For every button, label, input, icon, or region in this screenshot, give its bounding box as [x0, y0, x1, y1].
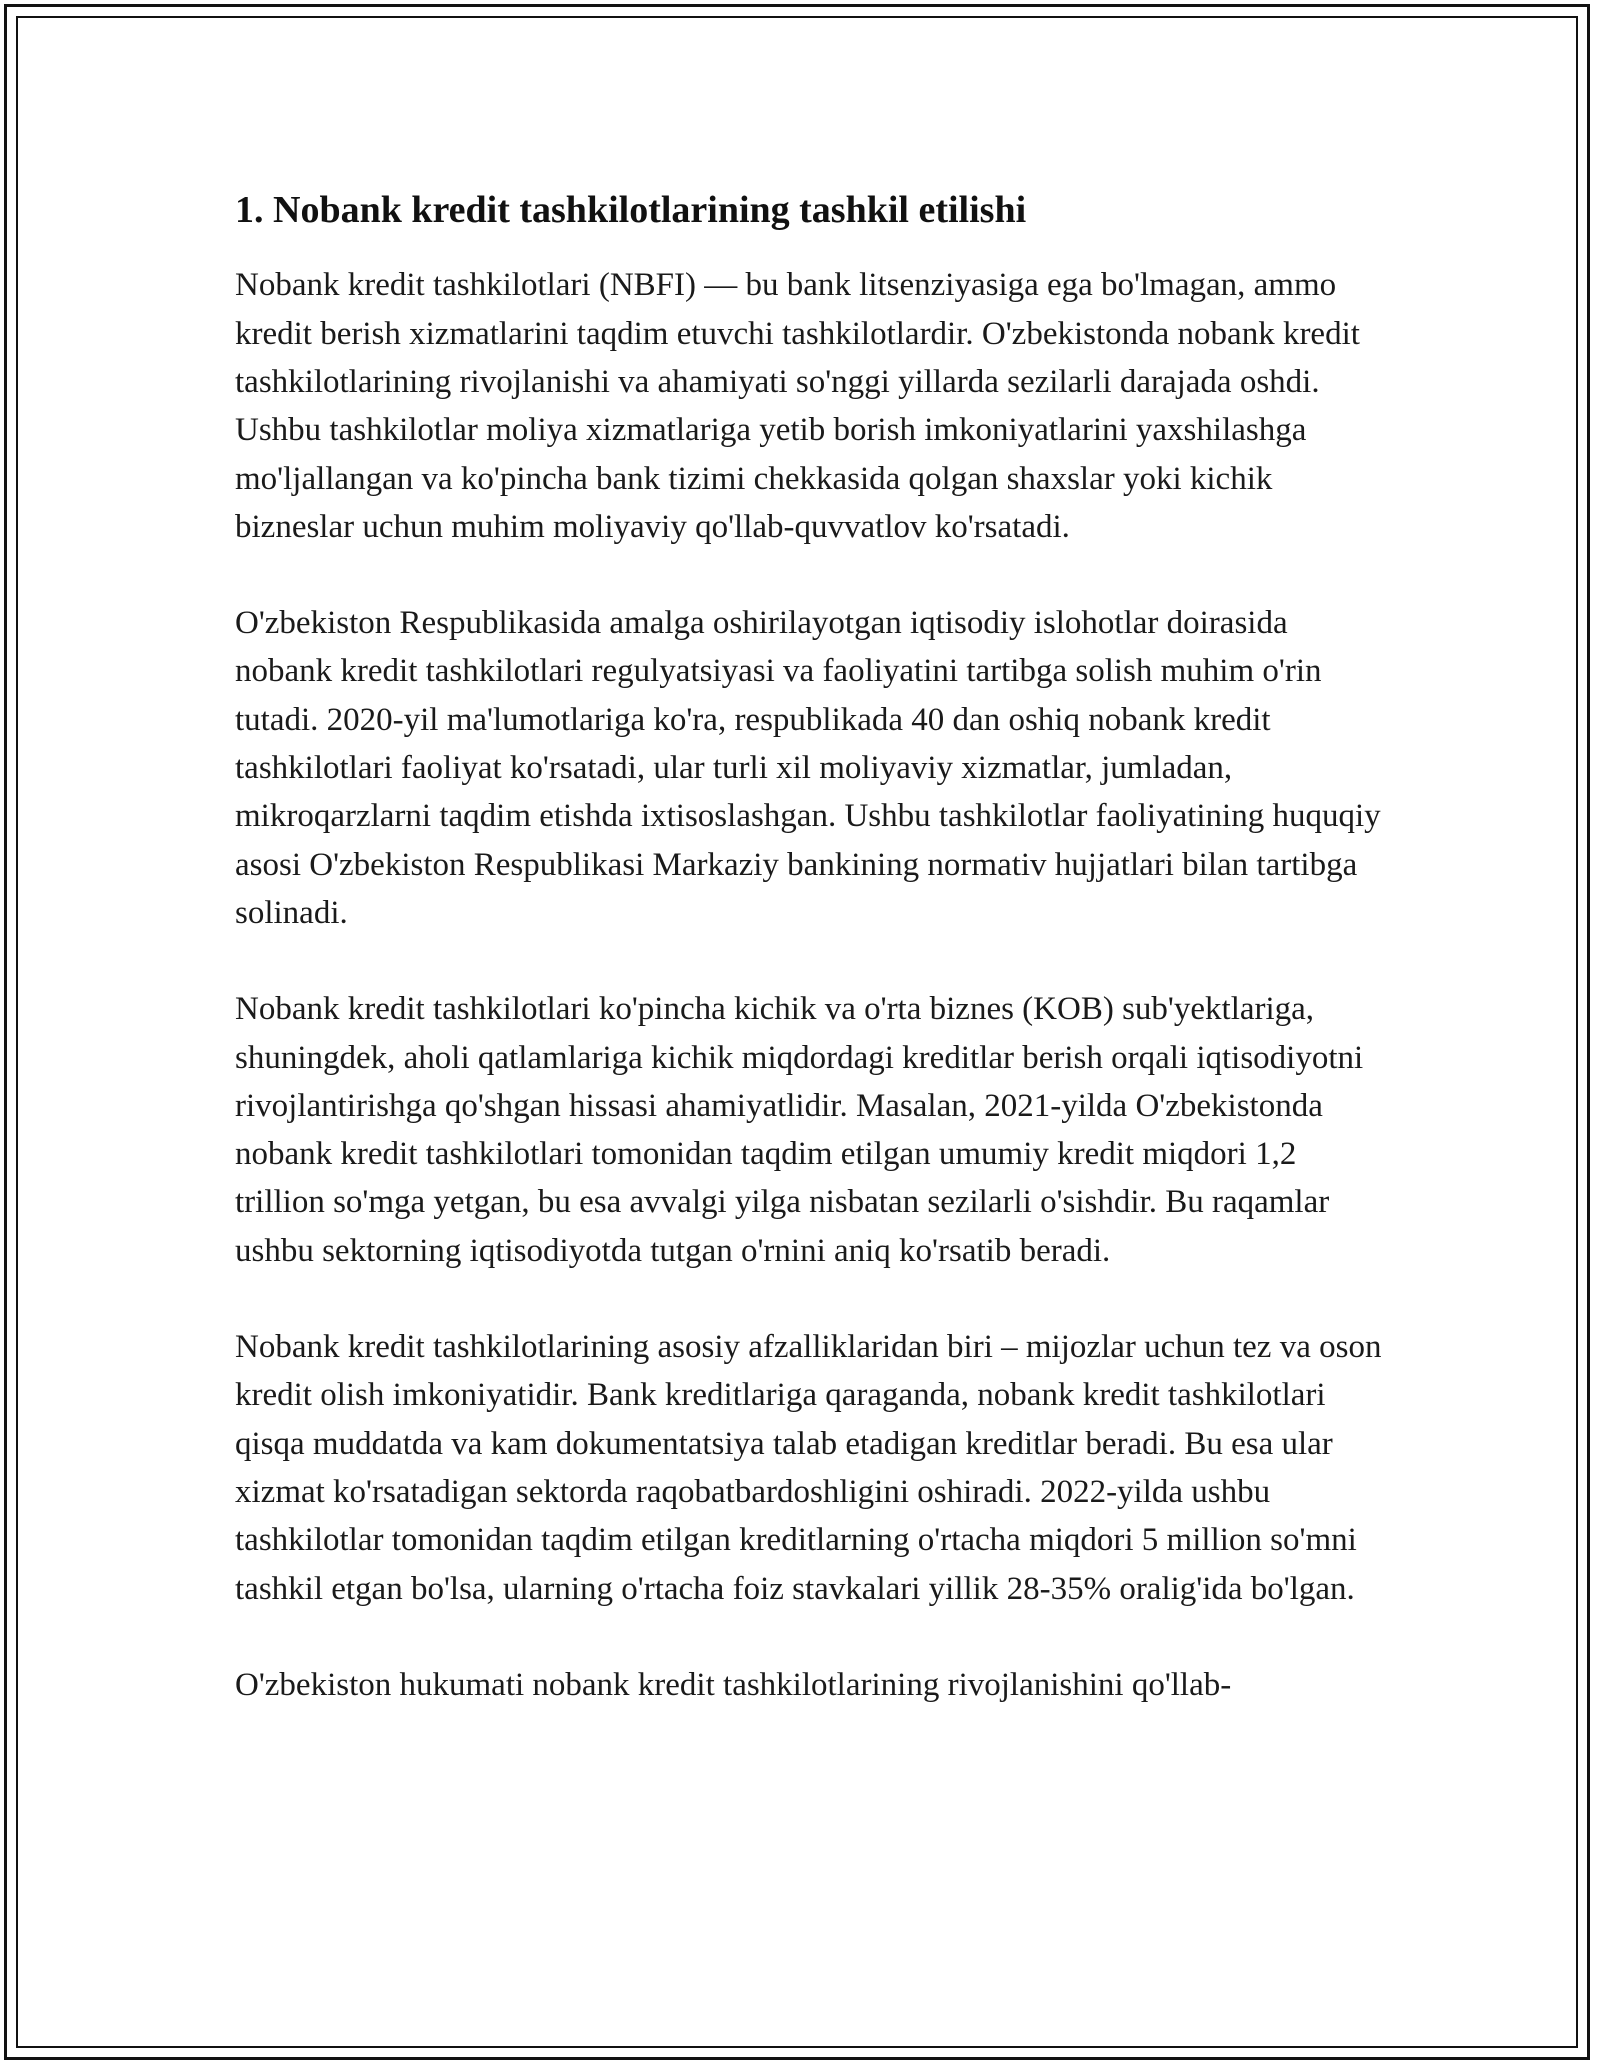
paragraph-2: O'zbekiston Respublikasida amalga oshirilayotgan iqtisodiy islohotlar doirasida nobank kredit tashkilotlari regulyatsiyasi va faoliyatini tartibga solish muhim o'rin tutadi. 2020-yil ma'lumotlariga ko'ra, respublikada 40 dan oshiq nobank kredit tashkilotlari faoliyat ko'rsatadi, ular turli xil moliyaviy xizmatlar, jumladan, mikroqarzlarni taqdim etishda ixtisoslashgan. Ushbu tashkilotlar faoliyatining huquqiy asosi O'zbekiston Respublikasi Markaziy bankining normativ hujjatlari bilan tartibga solinadi. [235, 605, 1381, 931]
document-body [235, 186, 1385, 1709]
paragraph-5: O'zbekiston hukumati nobank kredit tashkilotlarining rivojlanishini qo'llab- [235, 1666, 1232, 1703]
paragraph-3: Nobank kredit tashkilotlari ko'pincha kichik va o'rta biznes (KOB) sub'yektlariga, shuningdek, aholi qatlamlariga kichik miqdordagi kreditlar berish orqali iqtisodiyotni rivojlantirishga qo'shgan hissasi ahamiyatlidir. Masalan, 2021-yilda O'zbekistonda nobank kredit tashkilotlari tomonidan taqdim etilgan umumiy kredit miqdori 1,2 trillion so'mga yetgan, bu esa avvalgi yilga nisbatan sezilarli o'sishdir. Bu raqamlar ushbu sektorning iqtisodiyotda tutgan o'rnini aniq ko'rsatib beradi. [235, 991, 1364, 1269]
paragraph-4: Nobank kredit tashkilotlarining asosiy afzalliklaridan biri – mijozlar uchun tez va oson kredit olish imkoniyatidir. Bank kreditlariga qaraganda, nobank kredit tashkilotlari qisqa muddatda va kam dokumentatsiya talab etadigan kreditlar beradi. Bu esa ular xizmat ko'rsatadigan sektorda raqobatbardoshligini oshiradi. 2022-yilda ushbu tashkilotlar tomonidan taqdim etilgan kreditlarning o'rtacha miqdori 5 million so'mni tashkil etgan bo'lsa, ularning o'rtacha foiz stavkalari yillik 28-35% oralig'ida bo'lgan. [235, 1329, 1382, 1607]
section-title: 1. Nobank kredit tashkilotlarining tashkil etilishi [235, 189, 1027, 231]
paragraph-1: Nobank kredit tashkilotlari (NBFI) — bu bank litsenziyasiga ega bo'lmagan, ammo kredit berish xizmatlarini taqdim etuvchi tashkilotlardir. O'zbekistonda nobank kredit tashkilotlarining rivojlanishi va ahamiyati so'nggi yillarda sezilarli darajada oshdi. Ushbu tashkilotlar moliya xizmatlariga yetib borish imkoniyatlarini yaxshilashga mo'ljallangan va ko'pincha bank tizimi chekkasida qolgan shaxslar yoki kichik bizneslar uchun muhim moliyaviy qo'llab-quvvatlov ko'rsatadi. [235, 267, 1360, 545]
